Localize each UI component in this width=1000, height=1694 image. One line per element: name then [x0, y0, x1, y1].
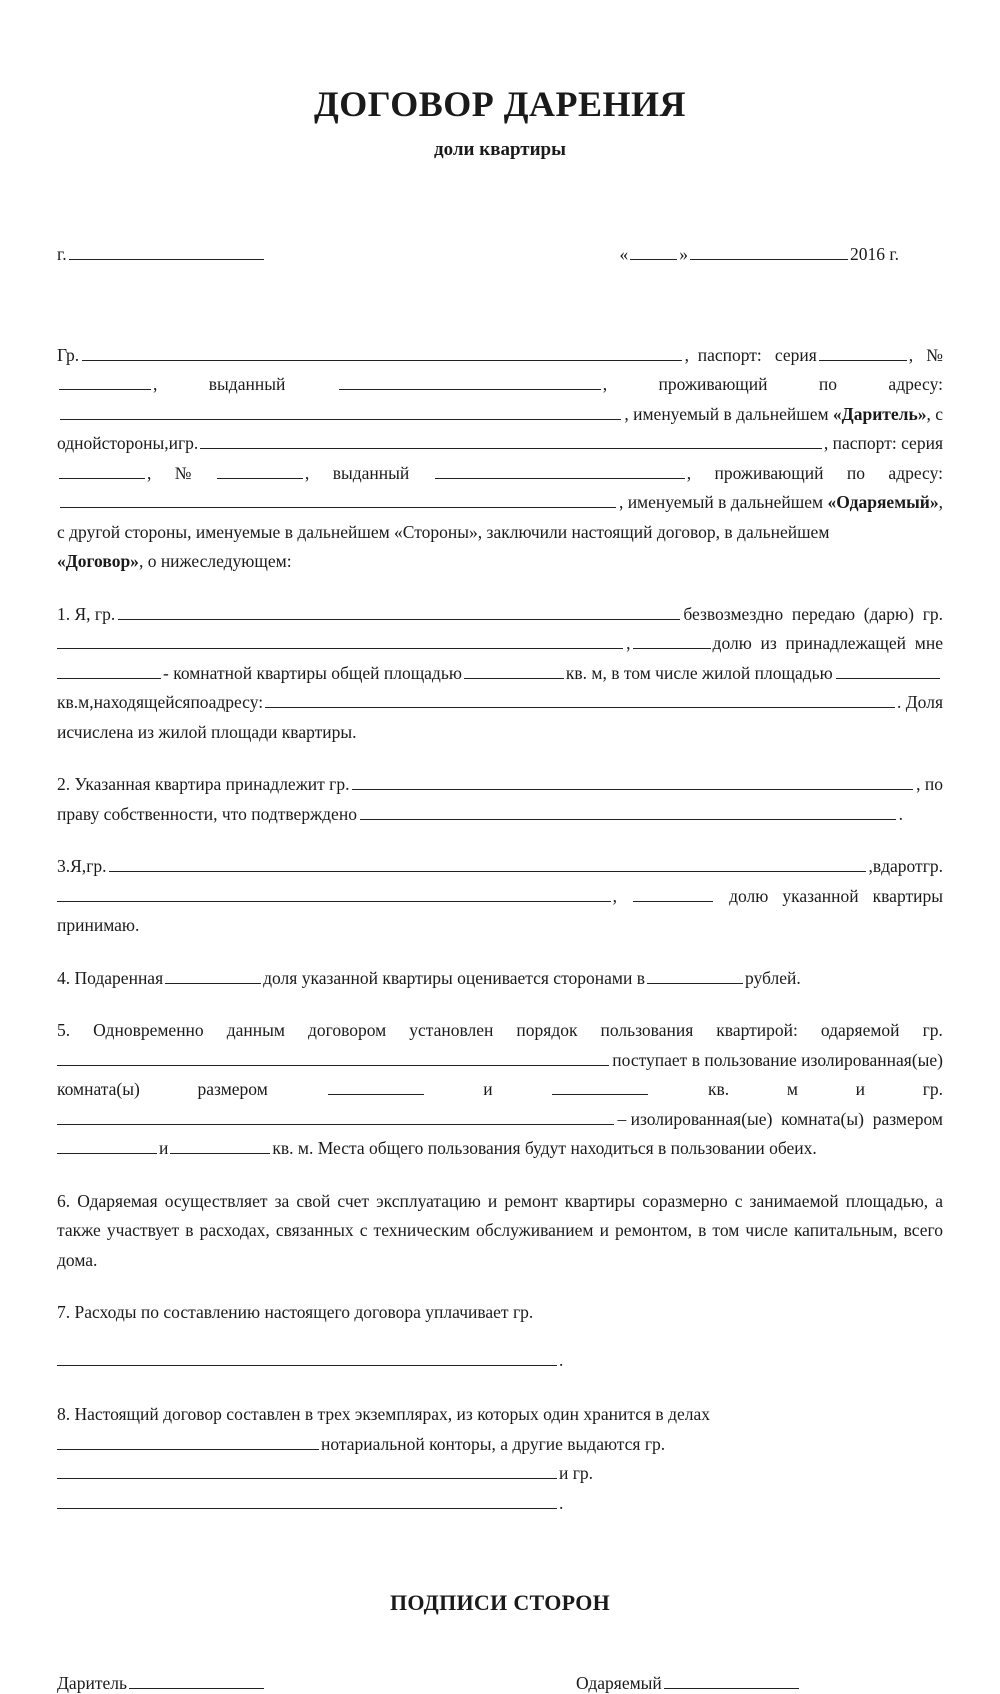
quote-open: «	[619, 243, 629, 264]
c1-rooms-blank[interactable]	[57, 662, 161, 679]
c2-owner-blank[interactable]	[352, 773, 913, 790]
contract-term-tail: , о нижеследующем:	[138, 551, 292, 572]
c8-period: .	[559, 1492, 564, 1513]
donee-passport-issuer-blank[interactable]	[435, 462, 685, 479]
line6-tail: ,	[938, 492, 943, 513]
signatures-row	[57, 1672, 943, 1694]
donor-role-term: «Даритель»	[832, 403, 927, 424]
clause-1-line-3	[57, 659, 943, 689]
clause-4-number: 4. Подаренная	[57, 967, 164, 988]
passport-series-label: , паспорт: серия	[684, 344, 817, 365]
page-subtitle: доли квартиры	[434, 138, 566, 160]
c1-address-blank[interactable]	[265, 691, 895, 708]
clause-6	[57, 1187, 943, 1276]
c1-sqm-2: м,	[78, 692, 94, 713]
clause-5-line-2	[57, 1046, 943, 1076]
c1-share-tail: . Доля	[897, 692, 943, 713]
comma-5: ,	[686, 462, 692, 483]
clause-8-line-4	[57, 1489, 943, 1519]
c3-share-blank[interactable]	[633, 885, 713, 902]
c1-living-area-label: кв. м, в том числе жилой площадью	[565, 662, 833, 683]
preamble-line-5	[57, 459, 943, 489]
c5-gr: гр.	[922, 1079, 943, 1100]
c3-donor-blank[interactable]	[57, 885, 611, 902]
c5-and-3: и	[159, 1138, 169, 1159]
c1-share-label: долю из принадлежащей мне	[712, 633, 943, 654]
preamble-line-6	[57, 488, 943, 518]
preamble-line-7	[57, 518, 943, 548]
c5-size1-blank[interactable]	[328, 1078, 424, 1095]
document-content	[57, 0, 943, 1694]
c3-specified-word: указанной	[782, 885, 859, 906]
preamble-block	[57, 341, 943, 577]
c5-common-areas-label: кв. м. Места общего пользования будут находиться в пользовании обеих.	[272, 1138, 817, 1159]
c8-notary-label: нотариальной конторы, а другие выдаются гр.	[321, 1433, 666, 1454]
c3-accept-word: принимаю.	[57, 915, 140, 936]
c2-line1-tail: , по	[916, 774, 943, 795]
clause-5-number: 5.	[57, 1020, 71, 1041]
c5-w9: гр.	[922, 1020, 943, 1041]
c5-w8: одаряемой	[820, 1020, 900, 1041]
clause-1	[57, 600, 943, 748]
clause-5-line-5	[57, 1134, 943, 1164]
clause-1-number: 1. Я, гр.	[57, 603, 116, 624]
preamble-line-2	[57, 370, 943, 400]
page-title: ДОГОВОР ДАРЕНИЯ	[313, 84, 687, 124]
line3-tail: , с	[926, 403, 943, 424]
c1-living-area-blank[interactable]	[836, 662, 940, 679]
clause-8-line-3	[57, 1459, 943, 1489]
preamble-line-4	[57, 429, 943, 459]
at-label: по	[818, 374, 838, 395]
signatures-heading: ПОДПИСИ СТОРОН	[389, 1590, 611, 1616]
c1-sqm-1: кв.	[57, 692, 79, 713]
c1-comma: ,	[626, 633, 631, 654]
donee-issued-label: выданный	[332, 462, 410, 483]
donor-signature-blank[interactable]	[129, 1672, 264, 1689]
clause-8-text: 8. Настоящий договор составлен в трех экземплярах, из которых один хранится в делах	[57, 1404, 710, 1425]
c2-confirmation-blank[interactable]	[360, 803, 896, 820]
clause-3-number: 3.	[57, 856, 71, 877]
clause-2-line-1	[57, 770, 943, 800]
donee-role-term: «Одаряемый»	[827, 492, 939, 513]
c3-apartment-word: квартиры	[872, 885, 943, 906]
c5-w7: квартирой:	[716, 1020, 798, 1041]
c5-donor-blank[interactable]	[57, 1108, 614, 1125]
donor-signature-label: Даритель	[57, 1673, 127, 1694]
c5-size3-blank[interactable]	[57, 1137, 157, 1154]
comma-3: ,	[147, 462, 152, 483]
preamble-line-8	[57, 547, 943, 577]
c3-comma-2: ,	[612, 885, 617, 906]
month-blank[interactable]	[690, 243, 848, 260]
c5-w4: установлен	[409, 1020, 494, 1041]
c5-w3: договором	[307, 1020, 387, 1041]
city-label: г.	[57, 243, 67, 264]
c5-and-2: и	[855, 1079, 865, 1100]
c1-located-word: находящейся	[93, 692, 191, 713]
passport-number-label: , №	[908, 344, 943, 365]
c5-isolated-label: – изолированная(ые) комната(ы) размером	[617, 1108, 943, 1129]
donee-signature-field	[576, 1672, 801, 1694]
c8-and-gr-label: и гр.	[559, 1463, 594, 1484]
donor-passport-number-blank[interactable]	[59, 373, 151, 390]
c1-donee-blank[interactable]	[57, 632, 623, 649]
clause-8	[57, 1400, 943, 1518]
donee-number-label: №	[174, 462, 192, 483]
date-field	[620, 243, 899, 265]
donee-address-label: адресу:	[888, 462, 943, 483]
c4-share-blank[interactable]	[165, 967, 261, 984]
donee-passport-series-blank[interactable]	[59, 462, 145, 479]
quote-close: »	[679, 243, 689, 264]
donee-residing-label: проживающий	[714, 462, 824, 483]
hereinafter-label-1: , именуемый в дальнейшем	[624, 403, 833, 424]
contract-term: «Договор»	[57, 551, 139, 572]
c1-at-word: по	[190, 692, 209, 713]
clause-1-line-2	[57, 629, 943, 659]
clause-6-text: 6. Одаряемая осуществляет за свой счет эксплуатацию и ремонт квартиры соразмерно с занимаемой площадью, а также участвует в расходах, связанных с техническим обслуживанием и ремонтом, в том числе капитальным, всего дома.	[57, 1190, 943, 1270]
donee-at-label: по	[846, 462, 865, 483]
donor-name-blank[interactable]	[82, 344, 681, 361]
clause-1-line-1	[57, 600, 943, 630]
c3-share-word: долю	[729, 885, 769, 906]
city-blank[interactable]	[69, 243, 264, 260]
donor-passport-issuer-blank[interactable]	[339, 373, 601, 390]
donee-address-blank[interactable]	[60, 491, 616, 508]
comma-1: ,	[153, 374, 158, 395]
clause-2-line-2	[57, 800, 943, 830]
donor-passport-series-blank[interactable]	[819, 344, 907, 361]
c5-w1: Одновременно	[93, 1020, 204, 1041]
one-side-word-2: стороны,	[101, 433, 169, 454]
donee-signature-blank[interactable]	[664, 1672, 799, 1689]
parties-sentence: с другой стороны, именуемые в дальнейшем «Стороны», заключили настоящий договор, в дальнейшем	[57, 521, 830, 542]
clause-5-line-4	[57, 1105, 943, 1135]
preamble-line-3	[57, 400, 943, 430]
c4-amount-blank[interactable]	[647, 967, 743, 984]
clause-5-line-3	[57, 1075, 943, 1105]
c3-i-word: Я,	[70, 856, 87, 877]
donor-signature-field	[57, 1672, 266, 1694]
hereinafter-label-2: , именуемый в дальнейшем	[618, 492, 828, 513]
c5-kv: кв.	[707, 1079, 730, 1100]
clause-5	[57, 1016, 943, 1164]
c7-payer-blank[interactable]	[57, 1349, 557, 1366]
clause-3-line-3	[57, 911, 943, 941]
clause-2-text: 2. Указанная квартира принадлежит гр.	[57, 774, 350, 795]
title-block	[57, 0, 943, 161]
c5-and-1: и	[483, 1079, 493, 1100]
c3-gr-word: гр.	[86, 856, 107, 877]
one-side-word-4: гр.	[177, 433, 199, 454]
c3-gr2-word: гр.	[922, 856, 943, 877]
comma-4: ,	[304, 462, 310, 483]
c5-w2: данным	[226, 1020, 285, 1041]
c5-receives-label: поступает в пользование изолированная(ые)	[612, 1049, 943, 1070]
c1-calc-sentence: исчислена из жилой площади квартиры.	[57, 721, 357, 742]
c1-rooms-label: - комнатной квартиры общей площадью	[163, 662, 462, 683]
c1-share-blank[interactable]	[633, 632, 711, 649]
clause-4-line-1	[57, 964, 943, 994]
one-side-word-1: одной	[57, 433, 102, 454]
donee-signature-label: Одаряемый	[575, 1673, 662, 1694]
clause-8-line-2	[57, 1430, 943, 1460]
c2-confirmed-label: праву собственности, что подтверждено	[57, 803, 357, 824]
donee-passport-number-blank[interactable]	[217, 462, 303, 479]
c5-donee-blank[interactable]	[57, 1049, 609, 1066]
c5-room-label: комната(ы)	[57, 1079, 140, 1100]
c3-in-word: в	[872, 856, 882, 877]
one-side-word-3: и	[168, 433, 178, 454]
c5-m: м	[786, 1079, 798, 1100]
donor-address-blank[interactable]	[60, 403, 621, 420]
c3-gift-word: дар	[881, 856, 907, 877]
clause-7-text: 7. Расходы по составлению настоящего договора уплачивает гр.	[57, 1302, 534, 1323]
year-label: 2016 г.	[850, 243, 899, 264]
c3-donee-blank[interactable]	[109, 855, 867, 872]
donee-name-blank[interactable]	[200, 432, 822, 449]
address-label: адресу:	[888, 374, 943, 395]
clause-7-line-2	[57, 1346, 943, 1376]
clause-3-line-2	[57, 882, 943, 912]
c5-w5: порядок	[516, 1020, 578, 1041]
c7-period: .	[559, 1349, 564, 1370]
clause-1-line-4	[57, 688, 943, 718]
clause-3	[57, 852, 943, 941]
c4-valuation-label: доля указанной квартиры оценивается сторонами в	[263, 967, 645, 988]
c1-address-word: адресу:	[208, 692, 264, 713]
clause-2	[57, 770, 943, 829]
clause-7	[57, 1298, 943, 1375]
c5-size4-blank[interactable]	[170, 1137, 270, 1154]
preamble-gr-label: Гр.	[57, 344, 80, 365]
c8-party2-blank[interactable]	[57, 1492, 557, 1509]
day-blank[interactable]	[630, 243, 677, 260]
c5-size-label: размером	[197, 1079, 268, 1100]
c1-transfer-label: безвозмездно передаю (дарю) гр.	[683, 603, 943, 624]
preamble-line-1	[57, 341, 943, 371]
clause-3-line-1	[57, 852, 943, 882]
clause-5-line-1	[57, 1016, 943, 1046]
c1-total-area-blank[interactable]	[464, 662, 564, 679]
c3-from-word: от	[906, 856, 923, 877]
donee-passport-series-label: , паспорт: серия	[823, 433, 943, 454]
c3-comma: ,	[868, 856, 873, 877]
c4-rubles-label: рублей.	[744, 967, 801, 988]
c5-w6: пользования	[600, 1020, 694, 1041]
clause-1-line-5	[57, 718, 943, 748]
c2-period: .	[898, 803, 903, 824]
place-date-row	[57, 243, 943, 265]
c8-notary-blank[interactable]	[57, 1433, 319, 1450]
c1-donor-blank[interactable]	[118, 603, 680, 620]
c5-size2-blank[interactable]	[552, 1078, 648, 1095]
residing-label: проживающий	[658, 374, 768, 395]
comma-2: ,	[602, 374, 608, 395]
clause-4	[57, 964, 943, 994]
city-field	[57, 243, 266, 265]
issued-by-label: выданный	[208, 374, 286, 395]
c8-party1-blank[interactable]	[57, 1462, 557, 1479]
